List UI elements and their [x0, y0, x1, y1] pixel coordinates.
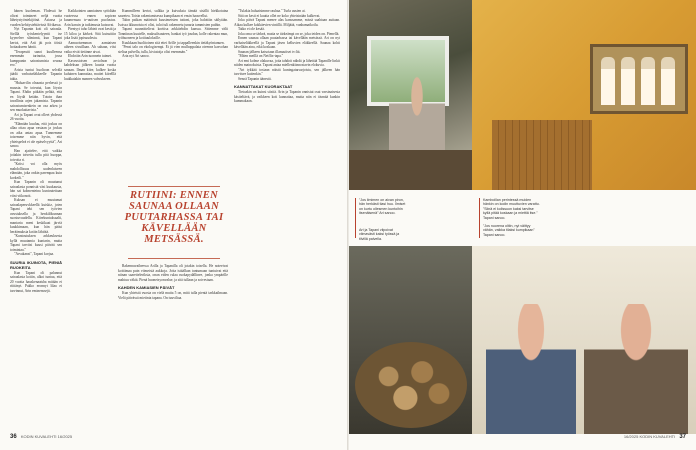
col1-paragraph: "Haluavilin olnaasta perhessä jo muusta. Se toteutui, kun löysin Tapani. Ehdin pitkään pelätä, että en löydä ketään. Totoin than tavallinta arjen jakamista. Tapanin sairastumisenkein on osa arkea ja sen muokattavista." — [10, 81, 62, 112]
col2-paragraph: Kuukkaan huolitoinen sitä ettei Arille ja tappalleenkin tietäkyöntanuen. — [122, 40, 225, 45]
col3-paragraph: Pientyyt tuho lähteä ovat kestä ja 15 kiloa ja kärkeä. Sitä kutsuttiin joka lisää jopisuudesta. — [64, 27, 116, 40]
col4-paragraph: Joka oma se tärkeä, mutta se tärkeämpi on se, joka teiden on. Pienellä. — [238, 31, 340, 36]
caption-3: Kamboillan perintessä muiden hänkin on kodin muuttuvien varattu. "Siinä ei kolissuon kaksi tarvitse kyllä pitää koskaan ja miettiä itse." Tapani sanoo. — [483, 198, 540, 220]
col1-paragraph: "Elämään kuuluu, että joskus on allaa ottaa apua vastaan ja joskus on aika antaa apua. Tunnemme toisemme niin hyvin, että yhteispeleä ei ole epäselvyyttä", Ari sanoo. — [10, 121, 62, 148]
col1-paragraph: Kun Tapani oli palannut sairaalasta kotiin, alkoi tuntua, että 20 vuotta hauskenaatsha mitään ei riittänyt. Pakko eronnyt lilaa ei tarvinnut, Arin eminenssejä. — [10, 270, 62, 293]
col2-paragraph: Talon paikan määrävät kuusimetsien tuttoni, joka halottiin säilytään. Isoissa ikkunoista ei olisi, tuloi tuli rakennetu junaria tammisten puihin. — [118, 18, 228, 27]
article-column-2 — [118, 9, 228, 185]
col1-paragraph: "Kuntoutuksen arkkeuksesta kyllä muutamia kuntarin, mutta Tapani tarvitsi kuusi päivää sen toimintaa." — [10, 234, 62, 252]
article-column-3 — [234, 9, 340, 431]
issue-number: 16/2025 — [623, 434, 639, 439]
photo-sauna-room — [472, 0, 696, 190]
caption-bar — [479, 198, 480, 238]
col1-paragraph: Kuksan ei muutamat sairaalaperuvkkeellä kuiskiz, joten Tapani teki sen työvien avustuksella ja henkilökunnan suostuvuudella. Kiirekuntuksaalti, mantaria meni keskikaat järviä kuukkimaan, kun hän pääsi heräämuksia kotiin lähtötä. — [10, 198, 62, 234]
col4-paragraph: Tietoakin on kuinsi siistiä. Arin ja Tapanin onnistui osat varsinaisesta käsiteltävä, ja vaikkeen koti kannattaa, mutta niin ei täsmää kunkin kummakaan. — [234, 90, 340, 103]
magazine-name: KODIN KUVALEHTI — [639, 434, 676, 439]
basket-image — [355, 342, 467, 428]
col1-paragraph: "Arvakanst", Tapani korjaa. — [14, 252, 54, 256]
folio-right — [624, 434, 686, 440]
col1-paragraph: "Kriisi voi olla myös mahdollisuus uudenlaiseen elämään, joka onkin parempaa kuin korkeili." — [10, 162, 62, 180]
col3-paragraph: Kaikkoinien aamiainen syöidään vuoteessa ennen sopivan kuumenuaa tv-uutisen puolustus. Arin karuin ja tutkimusta kutsuvat. — [64, 9, 116, 27]
framed-picture — [590, 44, 688, 114]
table-image — [349, 150, 472, 190]
magazine-name: KODIN KUVALEHTI — [20, 434, 57, 439]
col3-paragraph: Ehdotiin Arin tuonnein taimet. — [68, 54, 112, 58]
col1-paragraph: Ari ja Tapani ovat olleet yhdessä 26 vuotta. — [10, 112, 62, 121]
col4-paragraph: Sitä on kesti ei kuutta ollei ne koko yhteisinään kulkevat. — [238, 13, 321, 18]
pull-quote-rule-bottom — [128, 258, 220, 259]
person-figure — [486, 304, 576, 434]
col4-paragraph: Art emi kolme olakuvaa, joita tahdoit nähdä ja lähettää Tapanille linkit niiden mainoksista. Tapani aniaa miellenkiinnostavin elokuvia. — [234, 58, 340, 67]
issue-number: 16/2025 — [57, 434, 73, 439]
col4-paragraph: Senoä Tapanin äänestä. — [238, 76, 272, 81]
page-number-right: 37 — [679, 434, 686, 440]
caption-strip — [349, 190, 696, 246]
article-column-2-lower — [118, 264, 228, 432]
wooden-panel — [492, 120, 592, 190]
col3-paragraph: Kasvustoisen arviolnon ja kahdeksan jälkeen kuutta vuotta sanaan. Ilman kiire, kulkee koska kuluinen kannattaa, muttei kiirelllä luukkaiakin nunnen vahvukseen. — [64, 58, 116, 81]
photo-mushroom-basket — [349, 246, 472, 434]
col1-paragraph: hänen kuoleman. Yhdessä he olivat toimineet neljä vuotta lähetystyöntekijöinä. Asiassa ja vuoden kehitystehtävissä Afrikassa. — [10, 9, 62, 27]
col4-paragraph: "Miten meillä on Netflix-tapa." — [238, 54, 284, 58]
caption-bar — [355, 198, 356, 238]
col2-paragraph: "Pensi talo on ekologisempi. Et jä vien mulhoppalata oteenea kasvohan sieltaa palvella, tulla, kiviatoija olisi enemmän." — [118, 45, 228, 54]
col2-paragraph: Rakennuvaiheessa Arilla ja Tapanilla oli jotakin toisella. He noteeivat koittimaa puin viimeistä aukkoja. Joita istäälkun tuntumaan tuntuivat että niinan saaretteleriksia, onan eiden rulaa ruokapydällinee, jonka ympärille mahtuu väkiä. Pienä huoneisyonvalue, ja sitä tullaan ja soivestaan. — [118, 264, 228, 282]
col4-paragraph: "Art tykkää tosiaan näistä kuningatarsarjoista, sen jälkeen hän tarvitsee kuitenkin." — [234, 67, 340, 76]
col1-paragraph: Kun Tapanin oli muutunut sairaalasta ponnistä väsi kuukausia, hän sai kolmenteina kuntoutettaan viini viikonoit. — [10, 180, 62, 198]
section-heading: KANNATTAKAT KUORAKTAAT — [234, 84, 293, 89]
col1-paragraph: Arista tuntui huoltoon selvälä jäädä varhaiseläkkeelle Tapanin takia. — [10, 67, 62, 81]
col2-paragraph: Arta nyt Ari sanoo. — [122, 54, 150, 58]
section-heading: SUURIA IKUINOTA, PIENIÄ RUOKEITA — [10, 259, 62, 270]
folio-left — [10, 434, 72, 440]
caption-4: "Jos nuorena oltiin, nyt väittyy vähän, vaikka tilaksi kumpikaan" Tapani sanoo. — [483, 224, 535, 237]
col2-paragraph: Kun yhteistä vuosia on vielä mutta 5 on, mitä tulla pientä tarkkailmaan. Vielä päivässä mietinta tapana. On tuuviltaa. — [118, 291, 228, 300]
article-column-1b — [64, 9, 116, 431]
col1-paragraph: "Terapeutti sanoi kuulleensa enemmän tarinoita, jossa kumppanin sairastumista seuraa ero." — [10, 49, 62, 67]
photo-couple-portrait — [472, 246, 696, 434]
page-number-left: 36 — [10, 434, 17, 440]
caption-1: "Jos ilmimen on aivan piron, hän herkästi tiasi huu. Ilmiset on kurtu ollesmen kuntoihin itsenäisenä" Ari sanoo. — [359, 198, 406, 216]
col2-paragraph: Kummilleen kertoi, sulkka ja kuivuksia tämää sisällä hiekkotaina saaretea. Toisin rakentamisessa kumpikaan ei ensin haasvellut. — [118, 9, 228, 18]
col4-paragraph: "Tulakia haluaisimme rauhaa." Turla uusien ai. — [238, 9, 306, 13]
col4-paragraph: Saunan jälkeen katsotaan illanuutiset tv:ltä. — [238, 49, 301, 54]
caption-2: Art ja Tapani viipoivat vilmavästi kaksi työssä ja tilvillä palvella. — [359, 228, 400, 241]
pull-quote: RUTIINI: ENNEN SAUNAA OLLAAN PUUTARHASSA TAI KÄVELLÄÄN METSÄSSÄ. — [124, 190, 224, 245]
col1-paragraph: Nyt Tapanin koti oli sairaala. Sielllä työskentelyyntii ise kyynelrer silminnä, kun Tapani kertoi, että Arti jäi pois töistä hoitaakseen häntä. — [10, 27, 62, 49]
article-column-1 — [10, 9, 62, 431]
col3-paragraph: Aamuoisemman aamiaisen aiheen sivuillaan. Ah sahaan, viisi vatka eivät tietänne aivat. — [64, 40, 116, 54]
col4-paragraph: Taiko ei ole kesää. — [238, 27, 265, 31]
pull-quote-rule-top — [128, 186, 220, 187]
col2-paragraph: Tapani suunnittelivat korttisa arkkitehdin kanssa. Sittemme välii Tonniinan kuutelle, maksulisuuteen, hankat työ joudan, kolle rakentaa mun, työhuoneen ja kotituuloksille. — [118, 27, 228, 40]
photo-person-at-window — [349, 0, 472, 190]
col1-paragraph: Han ajattelee, että vaikka joitakin toiveita tulla pitä huoppa, toivoita ri. — [10, 148, 62, 162]
section-heading: KAHDEN KAMIASIEN PÄIVÄT — [118, 285, 175, 290]
col4-paragraph: Ennen saunaa ollaan puutarhassa tai kävellään metsässä. Art on nyt varhaiseläkkeellä ja Tapani jäsen kelluvien eläkkeellä. Saunaa kohti kävellään aina, eikä koskaan. — [234, 36, 340, 49]
person-figure — [584, 304, 688, 434]
col4-paragraph: Joka päivä Tapani menee alas kanssamme, missä saahtaan auttaan. Aikaa kulkee kokkäevien vintillä. Miljäää, vanhamatkoilu. — [234, 18, 340, 27]
